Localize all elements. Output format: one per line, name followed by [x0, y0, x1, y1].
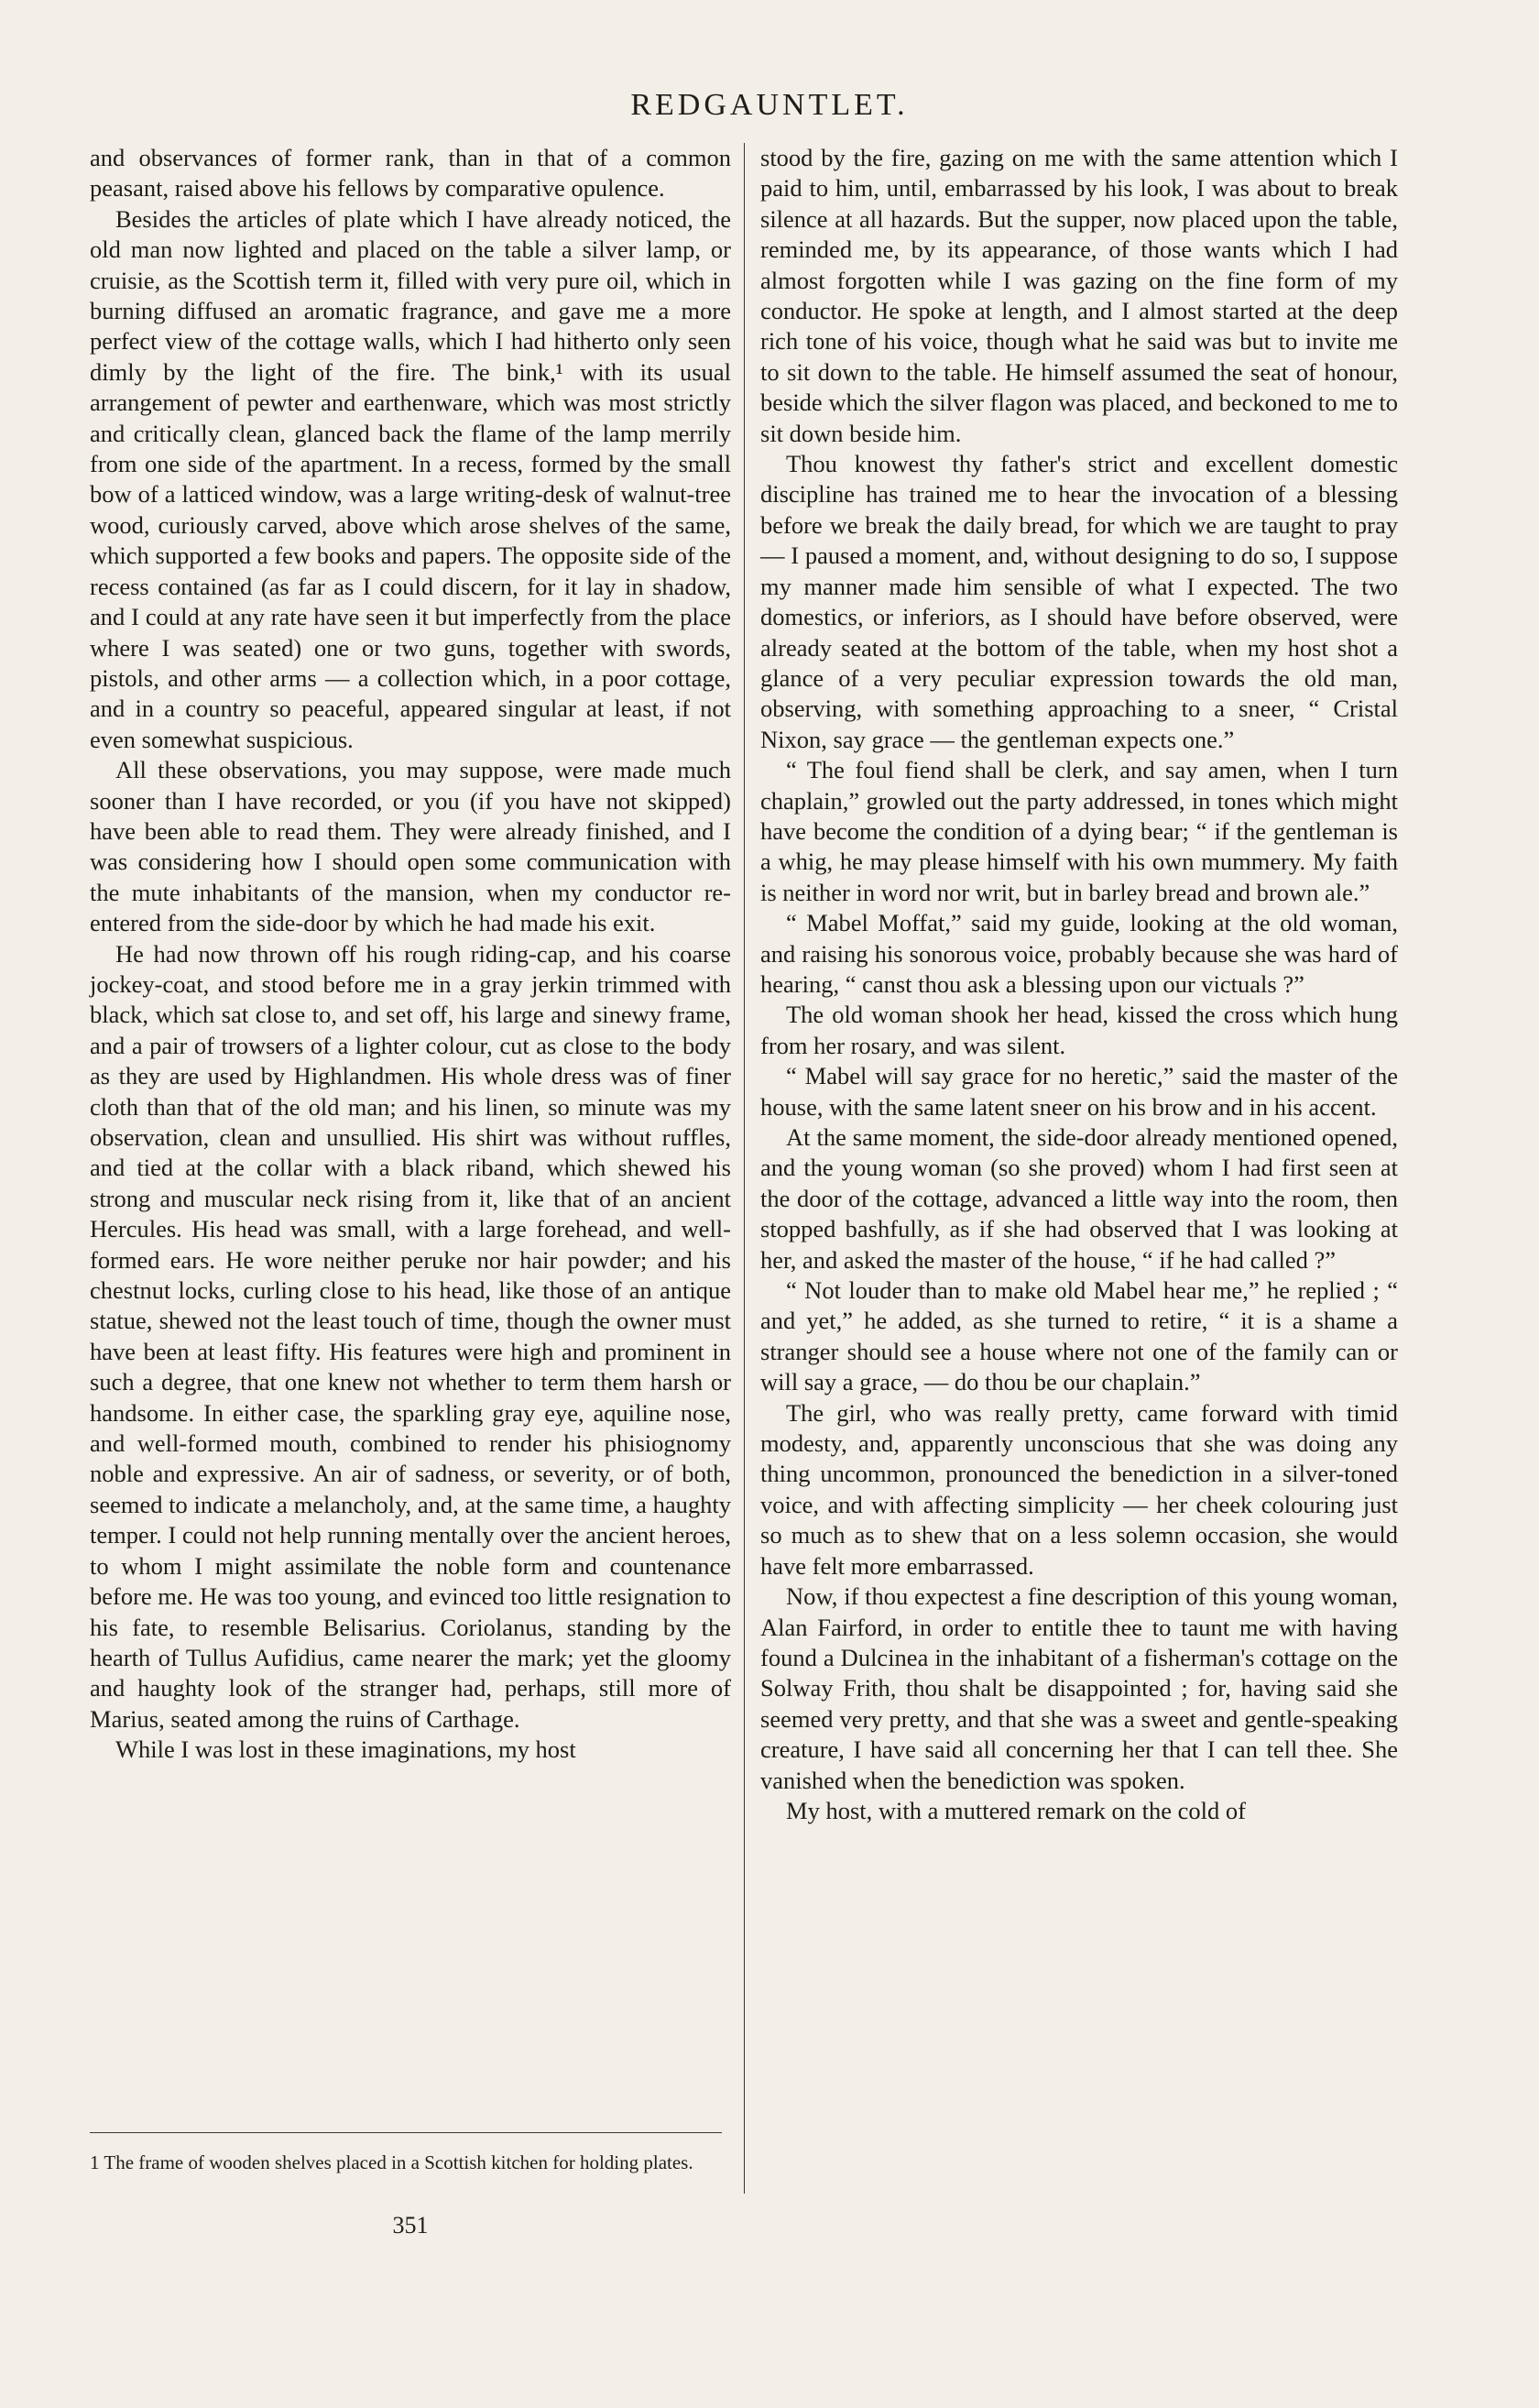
right-column: [760, 143, 1398, 1826]
footnote-rule: [90, 2132, 722, 2133]
paragraph: “ Not louder than to make old Mabel hear me,” he replied ; “ and yet,” he added, as she turned to retire, “ it is a shame a stranger should see a house where not one of the family can or will say a grace, — do thou be our chaplain.”: [760, 1276, 1398, 1396]
paragraph: All these observations, you may suppose, were made much sooner than I have recorded, or you (if you have not skipped) have been able to read them. They were already finished, and I was considering how I should open some communication with the mute inhabitants of the mansion, when my conductor re-entered from the side-door by which he had made his exit.: [90, 756, 731, 937]
paragraph: “ Mabel will say grace for no heretic,” said the master of the house, with the same latent sneer on his brow and in his accent.: [760, 1062, 1398, 1121]
paragraph: and observances of former rank, than in that of a common peasant, raised above his fellows by comparative opulence.: [90, 144, 731, 202]
paragraph: Now, if thou expectest a fine description of this young woman, Alan Fairford, in order to entitle thee to taunt me with having found a Dulcinea in the inhabitant of a fisherman's cottage on the Solway Frith, thou shalt be disappointed ; for, having said she seemed very pretty, and that she was a sweet and gentle-speaking creature, I have said all concerning her that I can tell thee. She vanished when the benediction was spoken.: [760, 1582, 1398, 1794]
paragraph: At the same moment, the side-door already mentioned opened, and the young woman (so she proved) whom I had first seen at the door of the cottage, advanced a little way into the room, then stopped bashfully, as if she had observed that I was looking at her, and asked the master of the house, “ if he had called ?”: [760, 1123, 1398, 1274]
footnote: 1 The frame of wooden shelves placed in a Scottish kitchen for holding plates.: [90, 2151, 693, 2173]
running-head: REDGAUNTLET.: [630, 88, 909, 122]
paragraph: The girl, who was really pretty, came forward with timid modesty, and, apparently unconscious that she was doing any thing uncommon, pronounced the benediction in a silver-toned voice, and with affecting simplicity — her cheek colouring just so much as to shew that on a less solemn occasion, she would have felt more embarrassed.: [760, 1398, 1398, 1580]
paragraph: “ The foul fiend shall be clerk, and say amen, when I turn chaplain,” growled out the party addressed, in tones which might have become the condition of a dying bear; “ if the gentleman is a whig, he may please himself with his own mummery. My faith is neither in word nor writ, but in barley bread and brown ale.”: [760, 756, 1398, 906]
page-number: 351: [392, 2212, 429, 2238]
paragraph: The old woman shook her head, kissed the cross which hung from her rosary, and was silent.: [760, 1001, 1398, 1059]
paragraph: Thou knowest thy father's strict and excellent domestic discipline has trained me to hear the invocation of a blessing before we break the daily bread, for which we are taught to pray — I paused a moment, and, without designing to do so, I suppose my manner made him sensible of what I expected. The two domestics, or inferiors, as I should have before observed, were already seated at the bottom of the table, when my host shot a glance of a very peculiar expression towards the old man, observing, with something approaching to a sneer, “ Cristal Nixon, say grace — the gentleman expects one.”: [760, 450, 1398, 753]
paragraph: While I was lost in these imaginations, my host: [115, 1735, 576, 1764]
column-divider: [744, 143, 745, 2194]
paragraph: Besides the articles of plate which I have already noticed, the old man now lighted and placed on the table a silver lamp, or cruisie, as the Scottish term it, filled with very pure oil, which in burning diffused an aromatic fragrance, and gave me a more perfect view of the cottage walls, which I had hitherto only seen dimly by the light of the fire. The bink,¹ with its usual arrangement of pewter and earthenware, which was most strictly and critically clean, glanced back the flame of the lamp merrily from one side of the apartment. In a recess, formed by the small bow of a latticed window, was a large writing-desk of walnut-tree wood, curiously carved, above which arose shelves of the same, which supported a few books and papers. The opposite side of the recess contained (as far as I could discern, for it lay in shadow, and I could at any rate have seen it but imperfectly from the place where I was seated) one or two guns, together with swords, pistols, and other arms — a collection which, in a poor cottage, and in a country so peaceful, appeared singular at least, if not even somewhat suspicious.: [90, 204, 731, 753]
paragraph: “ Mabel Moffat,” said my guide, looking at the old woman, and raising his sonorous voice, probably because she was hard of hearing, “ canst thou ask a blessing upon our victuals ?”: [760, 909, 1398, 998]
paragraph: My host, with a muttered remark on the cold of: [786, 1796, 1246, 1824]
paragraph: stood by the fire, gazing on me with the same attention which I paid to him, until, embarrassed by his look, I was about to break silence at all hazards. But the supper, now placed upon the table, reminded me, by its appearance, of those wants which I had almost forgotten while I was gazing on the fine form of my conductor. He spoke at length, and I almost started at the deep rich tone of his voice, though what he said was but to invite me to sit down to the table. He himself assumed the seat of honour, beside which the silver flagon was placed, and beckoned to me to sit down beside him.: [760, 144, 1398, 447]
paragraph: He had now thrown off his rough riding-cap, and his coarse jockey-coat, and stood before me in a gray jerkin trimmed with black, which sat close to, and set off, his large and sinewy frame, and a pair of trowsers of a lighter colour, cut as close to the body as they are used by Highlandmen. His whole dress was of finer cloth than that of the old man; and his linen, so minute was my observation, clean and unsullied. His shirt was without ruffles, and tied at the collar with a black riband, which shewed his strong and muscular neck rising from it, like that of an ancient Hercules. His head was small, with a large forehead, and well-formed ears. He wore neither peruke nor hair powder; and his chestnut locks, curling close to his head, like those of an antique statue, shewed not the least touch of time, though the owner must have been at least fifty. His features were high and prominent in such a degree, that one knew not whether to term them harsh or handsome. In either case, the sparkling gray eye, aquiline nose, and well-formed mouth, combined to render his phisiognomy noble and expressive. An air of sadness, or severity, or of both, seemed to indicate a melancholy, and, at the same time, a haughty temper. I could not help running mentally over the ancient heroes, to whom I might assimilate the noble form and countenance before me. He was too young, and evinced too little resignation to his fate, to resemble Belisarius. Coriolanus, standing by the hearth of Tullus Aufidius, came nearer the mark; yet the gloomy and haughty look of the stranger had, perhaps, still more of Marius, seated among the ruins of Carthage.: [90, 939, 731, 1733]
left-column: [90, 143, 731, 1766]
